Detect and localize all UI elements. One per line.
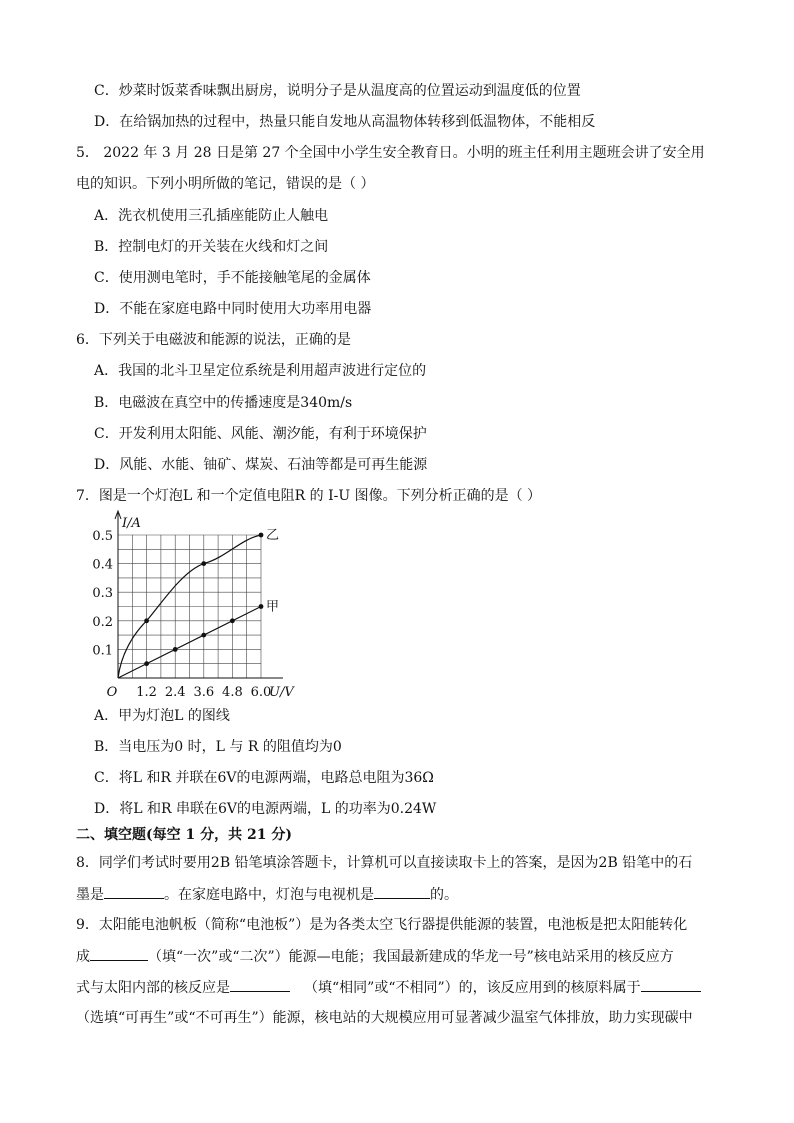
x-tick-label: 2.4 [164,685,186,700]
q8-line1: 8．同学们考试时要用2B 铅笔填涂答题卡，计算机可以直接读取卡上的答案，是因为2B 铅笔中的石 [76,855,693,871]
q9-line2 [76,946,674,967]
q8-blank-1[interactable] [104,884,164,899]
q9-line1: 9．太阳能电池帆板（简称“电池板”）是为各类太空飞行器提供能源的装置，电池板是把太阳能转化 [76,917,688,933]
q8-line2 [76,884,458,905]
data-point [201,633,206,638]
q7-option-c: C．将L 和R 并联在6V的电源两端，电路总电阻为36Ω [94,770,434,786]
q9-line4: （选填“可再生”或“不可再生”）能源，核电站的大规模应用可显著减少温室气体排放，助力实现碳中 [76,1010,693,1026]
data-point [144,661,149,666]
q6-option-b: B．电磁波在真空中的传播速度是340m/s [94,395,353,411]
q8-text-a: 墨是 [76,887,104,903]
q6-option-d: D．风能、水能、铀矿、煤炭、石油等都是可再生能源 [94,457,428,473]
q9-text-d: （填“相同”或“不相同”）的，该反应用到的核原料属于 [304,980,641,996]
y-tick-label: 0.5 [92,529,113,544]
q5-option-c: C．使用测电笔时，手不能接触笔尾的金属体 [94,270,371,286]
q8-text-c: 的。 [430,887,458,903]
y-tick-label: 0.4 [92,557,113,573]
q9-text-c: 式与太阳内部的核反应是 [76,980,230,996]
q9-line3 [76,977,701,998]
x-axis-label: U/V [269,685,294,700]
data-point [144,618,149,623]
q9-blank-1[interactable] [90,946,148,961]
q9-blank-2[interactable] [230,977,290,992]
y-tick-label: 0.2 [92,614,113,630]
data-point [201,561,206,566]
q5-option-b: B．控制电灯的开关装在火线和灯之间 [94,239,329,255]
i-u-graph [92,510,320,700]
q8-text-b: 。在家庭电路中，灯泡与电视机是 [164,887,374,903]
q5-stem-line1: 5． 2022 年 3 月 28 日是第 27 个全国中小学生安全教育日。小明的班主任利用主题班会讲了安全用 [76,145,705,161]
q6-option-a: A．我国的北斗卫星定位系统是利用超声波进行定位的 [94,363,427,379]
x-tick-label: 6.0 [250,685,272,700]
section-title: 二、填空题(每空 1 分，共 21 分) [76,827,292,843]
q5-option-a: A．洗衣机使用三孔插座能防止人触电 [94,208,329,224]
q4-option-d: D．在给锅加热的过程中，热量只能自发地从高温物体转移到低温物体，不能相反 [94,114,596,130]
data-point [259,604,264,609]
y-tick-label: 0.3 [92,586,113,602]
data-point [259,533,264,538]
series-name-label: 甲 [266,599,280,615]
x-tick-label: 1.2 [136,685,157,700]
q6-option-c: C．开发利用太阳能、风能、潮汐能，有利于环境保护 [94,426,427,442]
series-name-label: 乙 [266,528,280,543]
q5-stem-line2: 电的知识。下列小明所做的笔记，错误的是（ ） [76,176,375,192]
q9-text-a: 成 [76,949,90,965]
q8-blank-2[interactable] [374,884,430,899]
y-tick-label: 0.1 [92,643,113,659]
q7-option-b: B．当电压为0 时，L 与 R 的阻值均为0 [94,739,342,755]
data-point [230,618,235,623]
q9-blank-3[interactable] [641,977,701,992]
q9-text-b: （填“一次”或“二次”）能源—电能；我国最新建成的华龙一号”核电站采用的核反应方 [148,949,674,965]
x-tick-label: 3.6 [193,685,215,700]
x-tick-label: 4.8 [222,685,243,700]
data-point [173,647,178,652]
q4-option-c: C．炒菜时饭菜香味飘出厨房，说明分子是从温度高的位置运动到温度低的位置 [94,83,581,99]
q5-option-d: D．不能在家庭电路中同时使用大功率用电器 [94,301,372,317]
q7-option-a: A．甲为灯泡L 的图线 [94,708,230,724]
q6-stem: 6．下列关于电磁波和能源的说法，正确的是 [76,332,351,348]
origin-label: O [106,685,118,700]
q7-stem: 7．图是一个灯泡L 和一个定值电阻R 的 I-U 图像。下列分析正确的是（ ） [76,488,542,504]
y-axis-label: I/A [122,516,141,531]
q7-option-d: D．将L 和R 串联在6V的电源两端，L 的功率为0.24W [94,801,437,817]
